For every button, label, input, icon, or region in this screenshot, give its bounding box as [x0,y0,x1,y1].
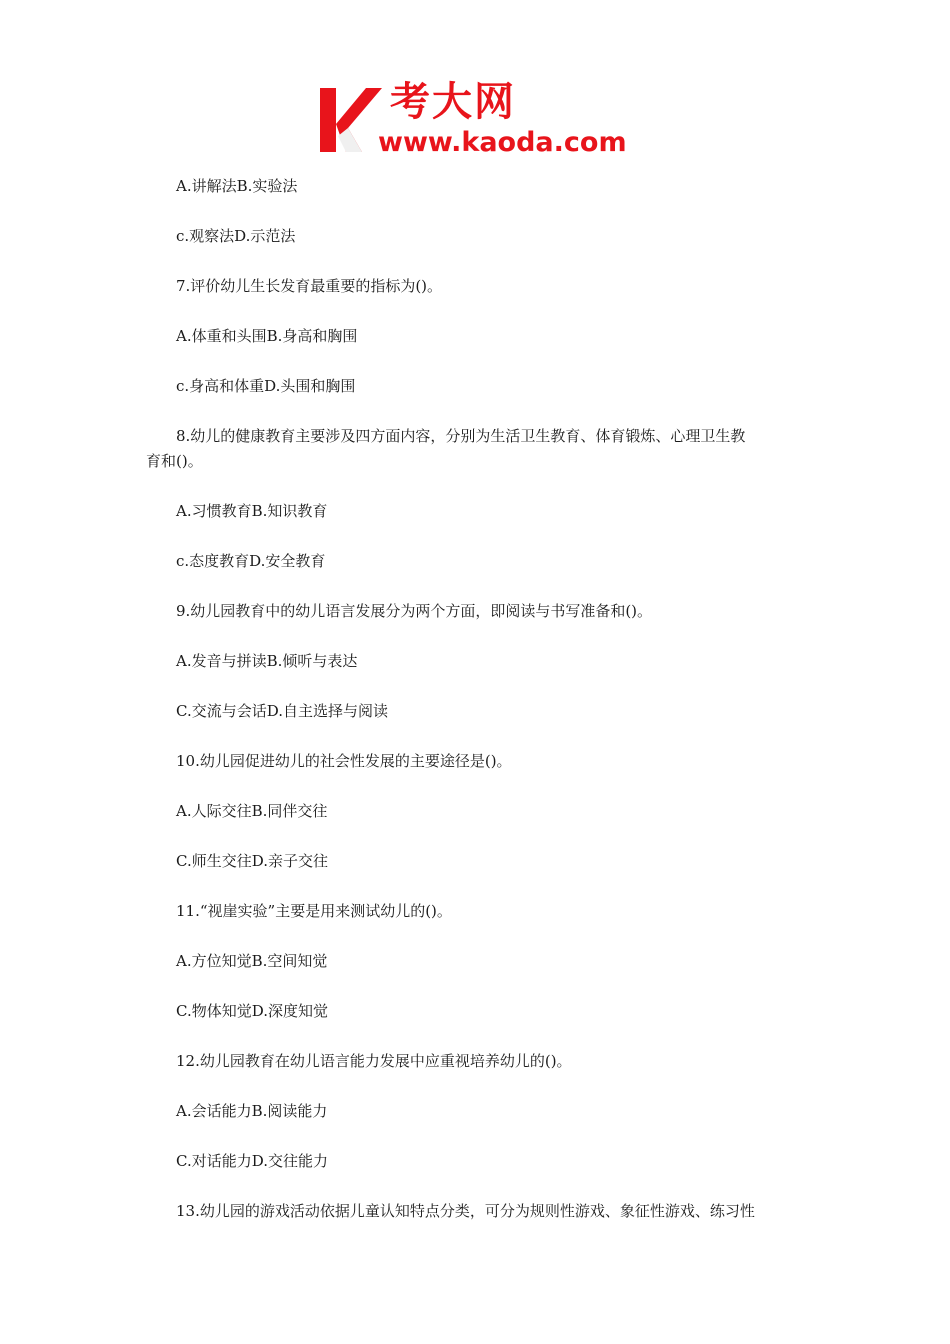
option-line: c.观察法D.示范法 [176,227,296,245]
question-12: 12.幼儿园教育在幼儿语言能力发展中应重视培养幼儿的()。 [176,1052,572,1070]
option-line: C.师生交往D.亲子交往 [176,852,328,870]
logo-brand-text: 考大网 [390,79,516,125]
question-8-line-2: 育和()。 [146,452,203,470]
kaoda-logo [318,79,638,158]
option-line: c.身高和体重D.头围和胸围 [176,377,356,395]
option-line: A.讲解法B.实验法 [176,177,298,195]
question-8 [146,424,816,474]
document-body [146,174,816,1249]
option-line: A.方位知觉B.空间知觉 [176,952,328,970]
option-line: c.态度教育D.安全教育 [176,552,326,570]
option-line: A.习惯教育B.知识教育 [176,502,328,520]
option-line: C.对话能力D.交往能力 [176,1152,328,1170]
option-line: C.物体知觉D.深度知觉 [176,1002,328,1020]
question-10: 10.幼儿园促进幼儿的社会性发展的主要途径是()。 [176,752,512,770]
question-9: 9.幼儿园教育中的幼儿语言发展分为两个方面，即阅读与书写准备和()。 [176,602,653,620]
question-7: 7.评价幼儿生长发育最重要的指标为()。 [176,277,443,295]
k-logo-icon [318,84,384,156]
question-8-line-1: 8.幼儿的健康教育主要涉及四方面内容，分别为生活卫生教育、体育锻炼、心理卫生教 [176,427,746,445]
logo-url-text: www.kaoda.com [378,127,627,158]
option-line: A.人际交往B.同伴交往 [176,802,328,820]
option-line: A.会话能力B.阅读能力 [176,1102,328,1120]
question-11: 11.“视崖实验”主要是用来测试幼儿的()。 [176,902,452,920]
question-13: 13.幼儿园的游戏活动依据儿童认知特点分类，可分为规则性游戏、象征性游戏、练习性 [176,1202,755,1220]
option-line: A.发音与拼读B.倾听与表达 [176,652,358,670]
option-line: C.交流与会话D.自主选择与阅读 [176,702,388,720]
option-line: A.体重和头围B.身高和胸围 [176,327,358,345]
